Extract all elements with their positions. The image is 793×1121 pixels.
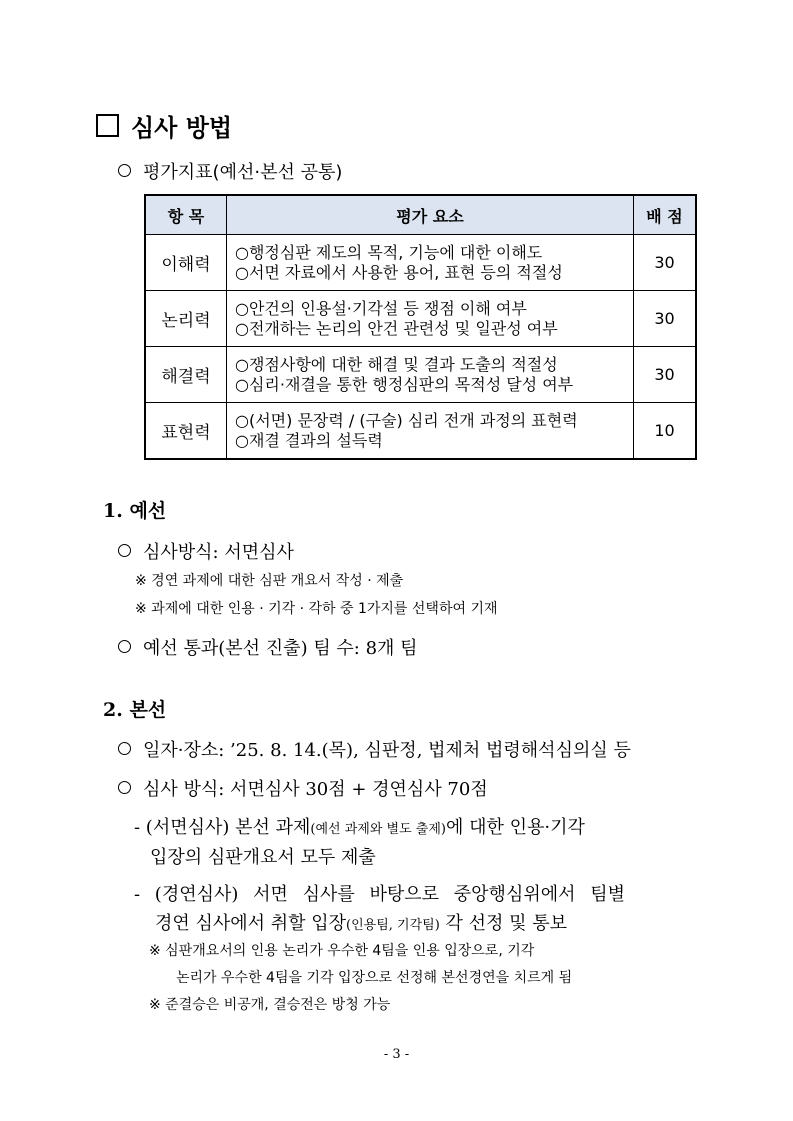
final-datetime: 일자·장소: ’25. 8. 14.(목), 심판정, 법제처 법령해석심의실 등 — [118, 736, 631, 762]
oral-review-line-2: 경연 심사에서 취할 입장(인용팀, 기각팀) 각 선정 및 통보 — [155, 913, 568, 934]
row-criteria — [227, 291, 634, 347]
criteria-line: ○서면 자료에서 사용한 용어, 표현 등의 적절성 — [235, 262, 563, 282]
criteria-line: ○전개하는 논리의 안건 관련성 및 일관성 여부 — [235, 318, 558, 338]
column-header-score: 배 점 — [634, 195, 697, 235]
written-review-line-2: 입장의 심판개요서 모두 제출 — [150, 847, 376, 868]
prelim-teams: 예선 통과(본선 진출) 팀 수: 8개 팀 — [118, 634, 418, 660]
table-header-row — [145, 195, 696, 235]
evaluation-heading: 평가지표(예선·본선 공통) — [118, 158, 342, 184]
row-item: 표현력 — [145, 403, 227, 460]
final-title: 2. 본선 — [103, 699, 167, 721]
circle-bullet-icon — [118, 781, 131, 794]
final-method: 심사 방식: 서면심사 30점 + 경연심사 70점 — [118, 775, 488, 801]
prelim-note-2: ※ 과제에 대한 인용 · 기각 · 각하 중 1가지를 선택하여 기재 — [135, 601, 498, 617]
circle-bullet-icon — [118, 742, 131, 755]
column-header-criteria: 평가 요소 — [227, 195, 634, 235]
written-review-line-1: - (서면심사) 본선 과제(예선 과제와 별도 출제)에 대한 인용·기각 — [134, 817, 585, 838]
criteria-line: ○안건의 인용설·기각설 등 쟁점 이해 여부 — [235, 298, 527, 318]
table-row — [145, 347, 696, 403]
table-row — [145, 291, 696, 347]
evaluation-table — [144, 194, 697, 460]
prelim-title: 1. 예선 — [103, 500, 167, 522]
criteria-line: ○쟁점사항에 대한 해결 및 결과 도출의 적절성 — [235, 354, 558, 374]
table-row — [145, 235, 696, 291]
final-note-1-line-2: 논리가 우수한 4팀을 기각 입장으로 선정해 본선경연을 치르게 됨 — [176, 970, 573, 986]
criteria-line: ○심리·재결을 통한 행정심판의 목적성 달성 여부 — [235, 374, 574, 394]
criteria-line: ○행정심판 제도의 목적, 기능에 대한 이해도 — [235, 242, 543, 262]
oral-review-line-1: - (경연심사) 서면 심사를 바탕으로 중앙행심위에서 팀별 — [134, 884, 625, 905]
row-score: 30 — [634, 347, 697, 403]
criteria-line: ○재결 결과의 설득력 — [235, 430, 383, 450]
circle-bullet-icon — [118, 164, 131, 177]
prelim-note-1: ※ 경연 과제에 대한 심판 개요서 작성 · 제출 — [135, 573, 404, 589]
final-note-2: ※ 준결승은 비공개, 결승전은 방청 가능 — [149, 997, 391, 1013]
checkbox-square-icon — [96, 114, 119, 137]
row-item: 논리력 — [145, 291, 227, 347]
table-row — [145, 403, 696, 460]
circle-bullet-icon — [118, 640, 131, 653]
row-criteria — [227, 347, 634, 403]
section-title: 심사 방법 — [96, 108, 232, 143]
row-criteria — [227, 403, 634, 460]
final-note-1-line-1: ※ 심판개요서의 인용 논리가 우수한 4팀을 인용 입장으로, 기각 — [149, 943, 535, 959]
row-score: 10 — [634, 403, 697, 460]
row-criteria — [227, 235, 634, 291]
row-item: 이해력 — [145, 235, 227, 291]
prelim-method: 심사방식: 서면심사 — [118, 538, 294, 564]
circle-bullet-icon — [118, 544, 131, 557]
column-header-item: 항 목 — [145, 195, 227, 235]
row-item: 해결력 — [145, 347, 227, 403]
criteria-line: ○(서면) 문장력 / (구술) 심리 전개 과정의 표현력 — [235, 410, 578, 430]
row-score: 30 — [634, 291, 697, 347]
page-number: - 3 - — [383, 1047, 410, 1062]
row-score: 30 — [634, 235, 697, 291]
